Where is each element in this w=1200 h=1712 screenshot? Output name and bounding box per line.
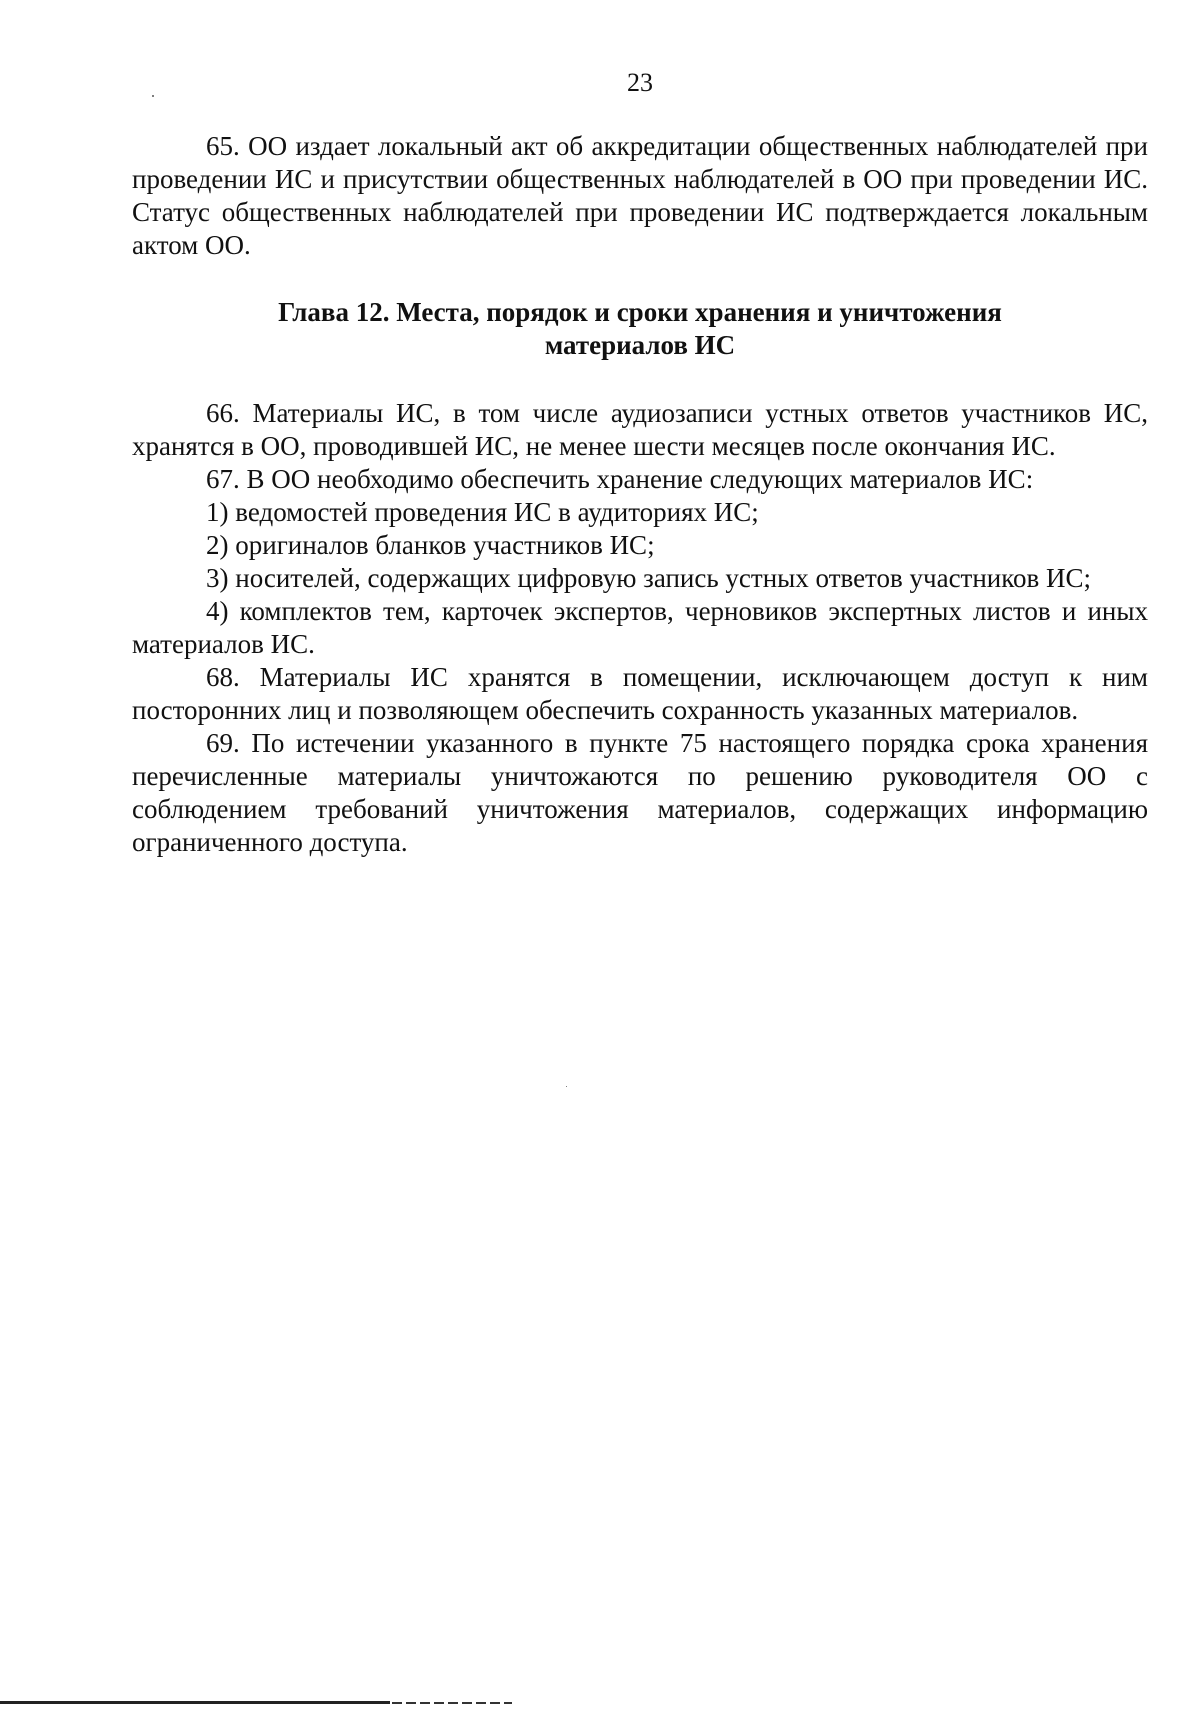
list-item-2: 2) оригиналов бланков участников ИС; <box>206 530 655 560</box>
paragraph-69: 69. По истечении указанного в пункте 75 настоящего порядка срока хранения перечисленные материалы уничтожаются по решению руководителя ОО с соблюдением требований уничтожения материалов, содержащих информацию ограниченного доступа. <box>132 728 1148 857</box>
list-item-3: 3) носителей, содержащих цифровую запись устных ответов участников ИС; <box>206 563 1092 593</box>
paragraph-group-top <box>132 130 1148 262</box>
paragraph-65: 65. ОО издает локальный акт об аккредитации общественных наблюдателей при проведении ИС и присутствии общественных наблюдателей в ОО при проведении ИС. Статус общественных наблюдателей при проведении ИС подтверждается локальным актом ОО. <box>132 131 1148 260</box>
scan-speck <box>566 1086 567 1087</box>
scan-edge-line <box>0 1701 390 1704</box>
chapter-title-line-1: Глава 12. Места, порядок и сроки хранения и уничтожения <box>278 297 1002 327</box>
list-item-4: 4) комплектов тем, карточек экспертов, черновиков экспертных листов и иных материалов ИС. <box>132 596 1148 659</box>
chapter-title-line-2: материалов ИС <box>544 330 736 360</box>
page-number: 23 <box>627 68 653 97</box>
paragraph-68: 68. Материалы ИС хранятся в помещении, исключающем доступ к ним посторонних лиц и позволяющем обеспечить сохранность указанных материалов. <box>132 662 1148 725</box>
list-item-1: 1) ведомостей проведения ИС в аудиториях ИС; <box>206 497 759 527</box>
paragraph-67: 67. В ОО необходимо обеспечить хранение следующих материалов ИС: <box>206 464 1034 494</box>
paragraph-66: 66. Материалы ИС, в том числе аудиозаписи устных ответов участников ИС, хранятся в ОО, проводившей ИС, не менее шести месяцев после окончания ИС. <box>132 398 1148 461</box>
paragraph-group-body <box>132 397 1148 859</box>
chapter-heading <box>132 296 1148 362</box>
scan-speck <box>152 95 154 97</box>
scan-edge-dash <box>392 1702 512 1704</box>
